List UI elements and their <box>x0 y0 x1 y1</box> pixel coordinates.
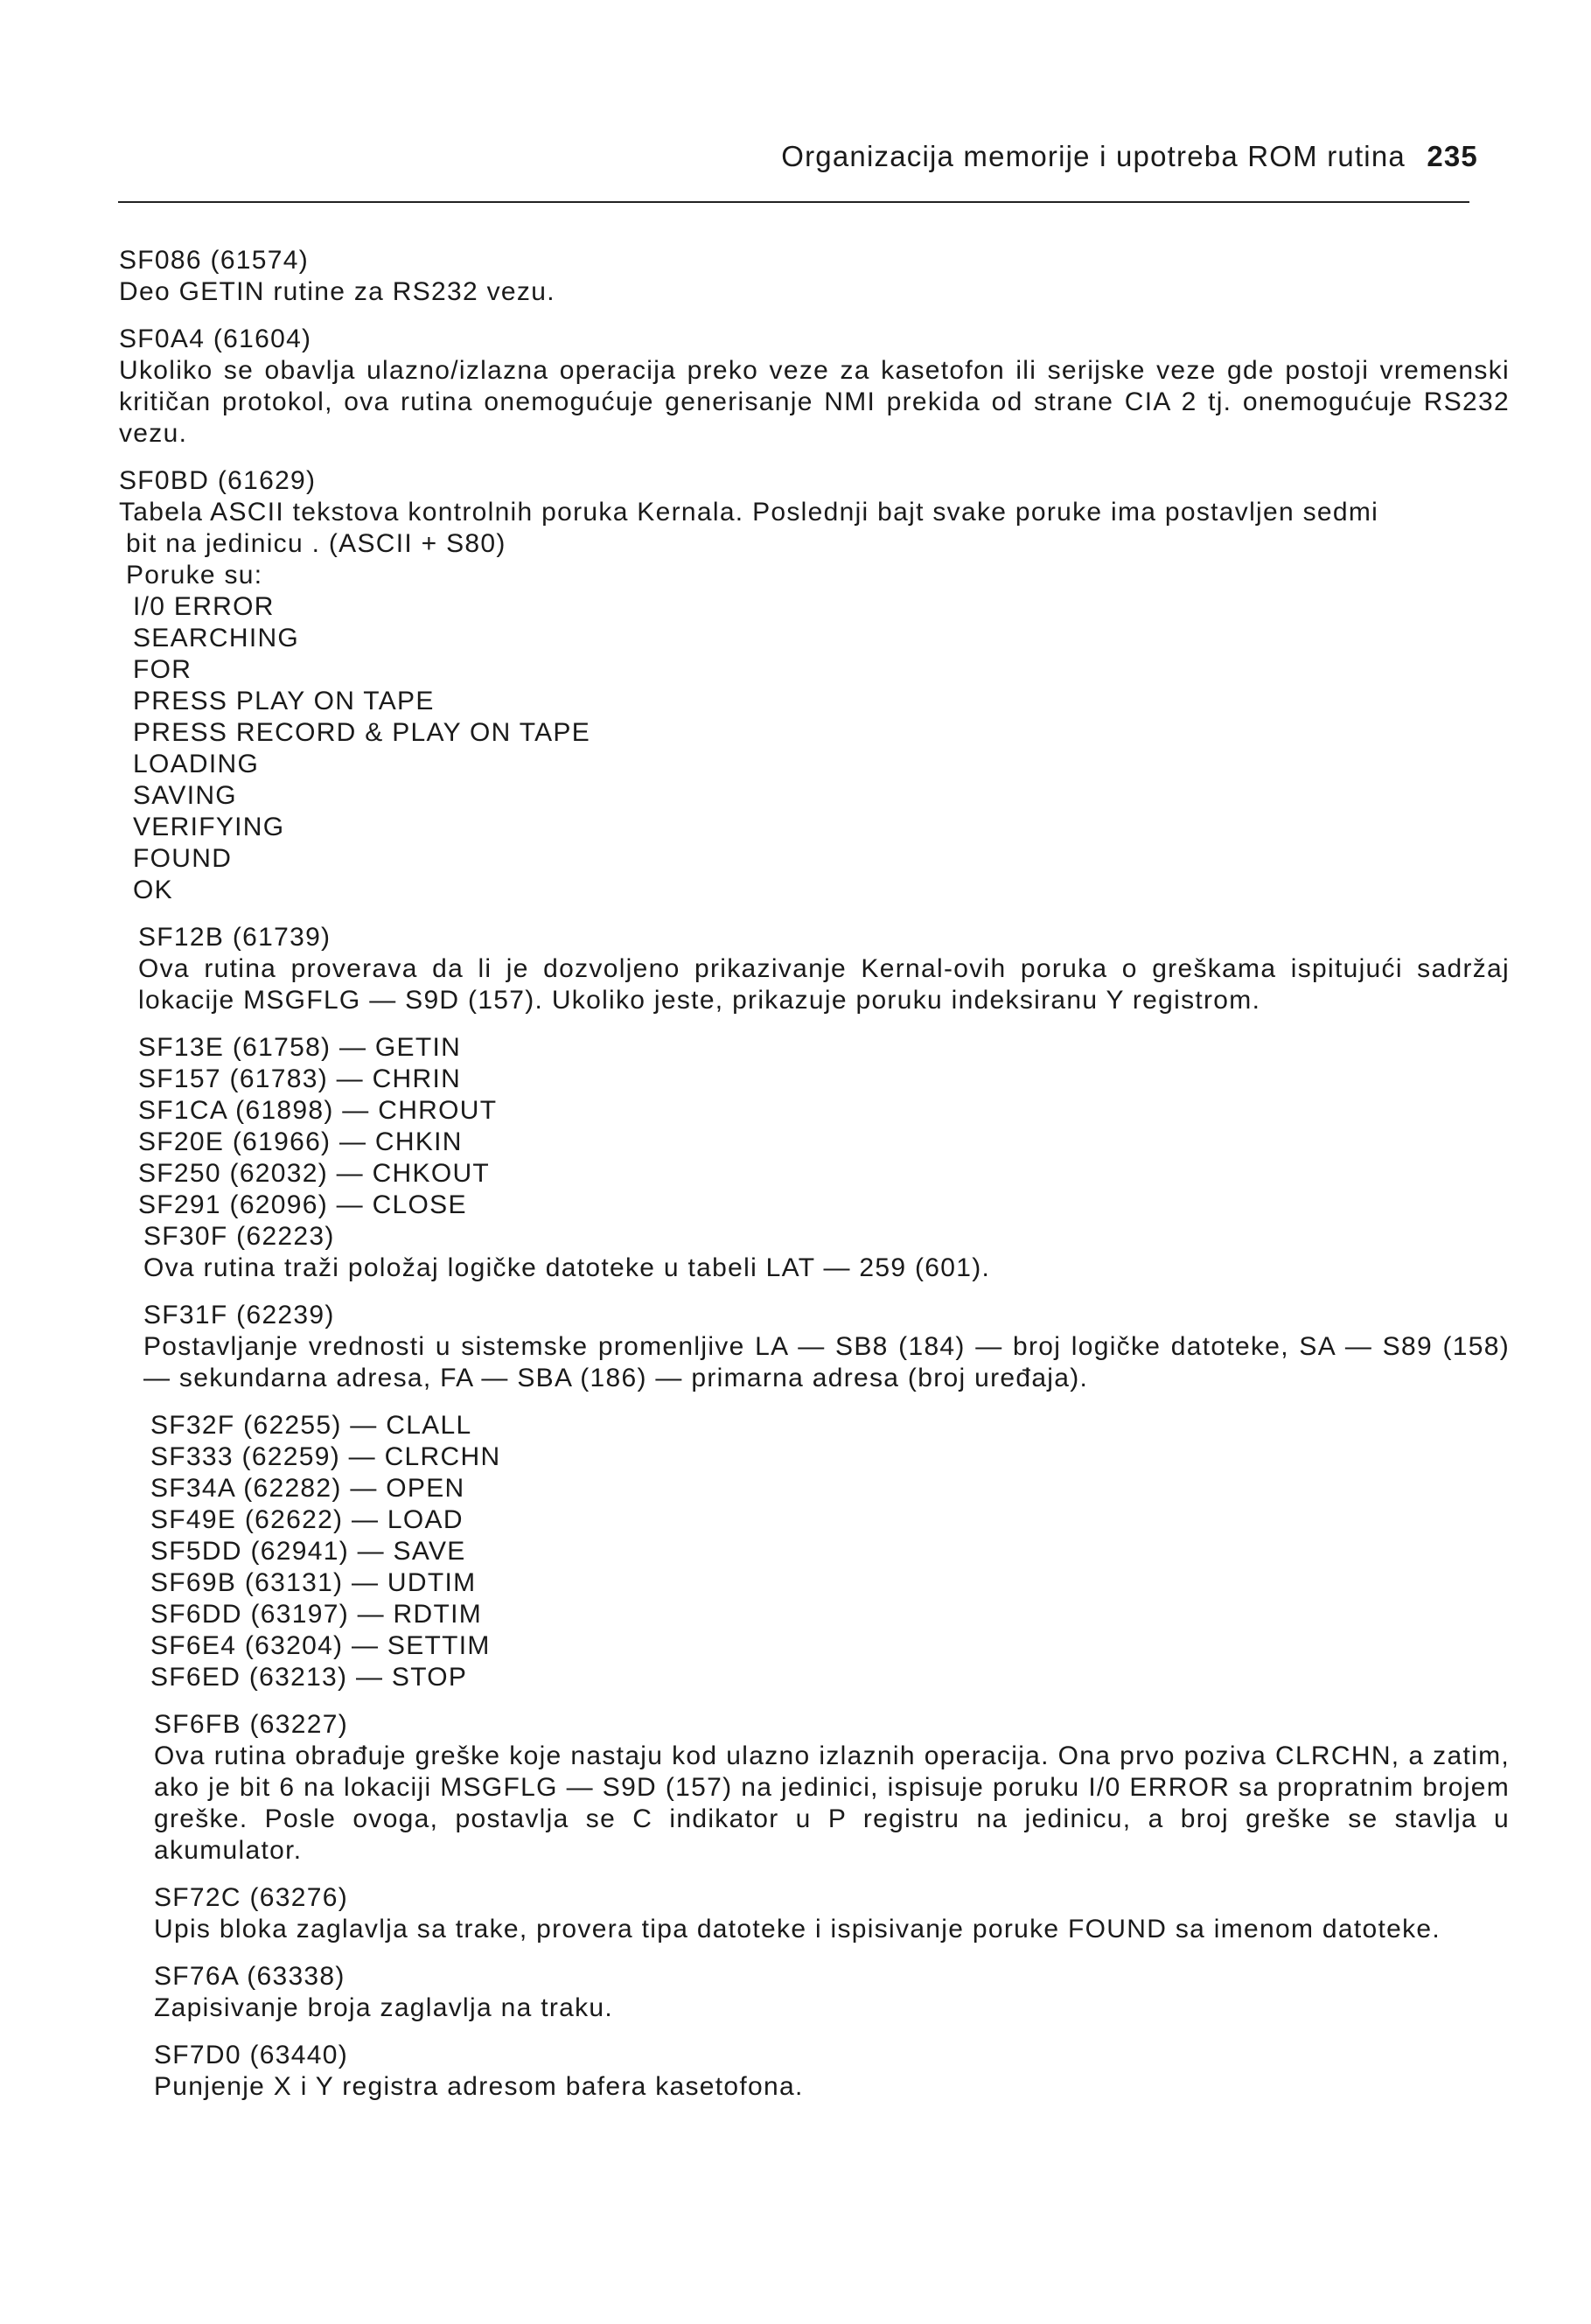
message-item: FOUND <box>133 844 233 873</box>
routine-item: SF291 (62096) — CLOSE <box>138 1190 467 1219</box>
entry-sf30f <box>119 1221 1510 1284</box>
entry-sf76a <box>119 1961 1510 2024</box>
message-item: I/0 ERROR <box>133 592 275 621</box>
message-item: SAVING <box>133 781 237 810</box>
messages-label: Poruke su: <box>126 561 263 590</box>
entry-description: Zapisivanje broja zaglavlja na traku. <box>154 1993 614 2022</box>
message-item: VERIFYING <box>133 813 285 841</box>
message-item: SEARCHING <box>133 624 300 653</box>
routine-item: SF69B (63131) — UDTIM <box>150 1568 477 1597</box>
page-header <box>0 140 1478 173</box>
entry-sf0bd <box>119 465 1510 906</box>
entry-address: SF086 (61574) <box>119 246 310 275</box>
entry-address: SF30F (62223) <box>143 1222 335 1251</box>
entry-description: Punjenje X i Y registra adresom bafera kasetofona. <box>154 2072 804 2101</box>
routine-item: SF6E4 (63204) — SETTIM <box>150 1631 491 1660</box>
entry-sf0a4 <box>119 324 1510 450</box>
entry-description: Ova rutina obrađuje greške koje nastaju kod ulazno izlaznih operacija. Ona prvo poziva CLRCHN, a zatim, ako je bit 6 na lokaciji MSGFLG — S9D (157) na jedinici, ispisuje poruku I/0 ERROR sa propratnim brojem greške. Posle ovoga, postavlja se C indikator u P registru na jedinicu, a broj greške se stavlja u akumulator. <box>154 1741 1510 1865</box>
routine-item: SF34A (62282) — OPEN <box>150 1474 465 1503</box>
entry-address: SF31F (62239) <box>143 1301 335 1329</box>
message-item: OK <box>133 876 173 904</box>
entry-description: Ova rutina traži položaj logičke datoteke u tabeli LAT — 259 (601). <box>143 1253 991 1282</box>
routine-item: SF157 (61783) — CHRIN <box>138 1064 462 1093</box>
routine-item: SF250 (62032) — CHKOUT <box>138 1159 491 1188</box>
entry-sf6fb <box>119 1709 1510 1867</box>
routine-item: SF49E (62622) — LOAD <box>150 1505 464 1534</box>
entry-address: SF76A (63338) <box>154 1962 345 1991</box>
entry-description: Deo GETIN rutine za RS232 vezu. <box>119 277 555 306</box>
entry-description: Ukoliko se obavlja ulazno/izlazna operacija preko veze za kasetofon ili serijske veze gde postoji vremenski kritičan protokol, ova rutina onemogućuje generisanje NMI prekida od strane CIA 2 tj. onemogućuje RS232 vezu. <box>119 356 1510 448</box>
entry-address: SF7D0 (63440) <box>154 2041 349 2069</box>
entry-sf086 <box>119 245 1510 308</box>
entry-sf72c <box>119 1882 1510 1945</box>
routine-item: SF6ED (63213) — STOP <box>150 1663 468 1692</box>
page-body <box>119 245 1510 2118</box>
routine-item: SF1CA (61898) — CHROUT <box>138 1096 498 1125</box>
entry-address: SF12B (61739) <box>138 923 331 952</box>
entry-address: SF72C (63276) <box>154 1883 349 1912</box>
message-item: FOR <box>133 655 192 684</box>
entry-sf31f <box>119 1300 1510 1394</box>
entry-description-line: bit na jedinicu . (ASCII + S80) <box>126 529 506 558</box>
routine-item: SF6DD (63197) — RDTIM <box>150 1600 483 1629</box>
entry-description-line: Tabela ASCII tekstova kontrolnih poruka Kernala. Poslednji bajt svake poruke ima postavljen sedmi <box>119 498 1379 527</box>
running-title: Organizacija memorije i upotreba ROM rutina <box>781 140 1406 172</box>
entry-description: Ova rutina proverava da li je dozvoljeno prikazivanje Kernal-ovih poruka o greškama ispitujući sadržaj lokacije MSGFLG — S9D (157). Ukoliko jeste, prikazuje poruku indeksiranu Y registrom. <box>138 954 1510 1015</box>
routine-item: SF32F (62255) — CLALL <box>150 1411 472 1440</box>
entry-address: SF0BD (61629) <box>119 466 317 495</box>
message-item: PRESS PLAY ON TAPE <box>133 687 435 715</box>
entry-address: SF6FB (63227) <box>154 1710 348 1739</box>
entry-description: Upis bloka zaglavlja sa trake, provera tipa datoteke i ispisivanje poruke FOUND sa imenom datoteke. <box>154 1915 1441 1944</box>
message-item: PRESS RECORD & PLAY ON TAPE <box>133 718 591 747</box>
header-rule <box>118 201 1469 203</box>
routine-item: SF13E (61758) — GETIN <box>138 1033 462 1062</box>
entry-sf7d0 <box>119 2040 1510 2103</box>
routine-list-2 <box>119 1410 1510 1693</box>
entry-address: SF0A4 (61604) <box>119 325 312 353</box>
routine-item: SF333 (62259) — CLRCHN <box>150 1442 501 1471</box>
routine-item: SF20E (61966) — CHKIN <box>138 1127 463 1156</box>
routine-item: SF5DD (62941) — SAVE <box>150 1537 466 1566</box>
entry-sf12b <box>119 922 1510 1016</box>
message-item: LOADING <box>133 750 260 778</box>
routine-list-1 <box>119 1032 1510 1221</box>
page-number: 235 <box>1427 140 1478 172</box>
entry-description: Postavljanje vrednosti u sistemske promenljive LA — SB8 (184) — broj logičke datoteke, SA — S89 (158) — sekundarna adresa, FA — SBA (186) — primarna adresa (broj uređaja). <box>143 1332 1510 1392</box>
